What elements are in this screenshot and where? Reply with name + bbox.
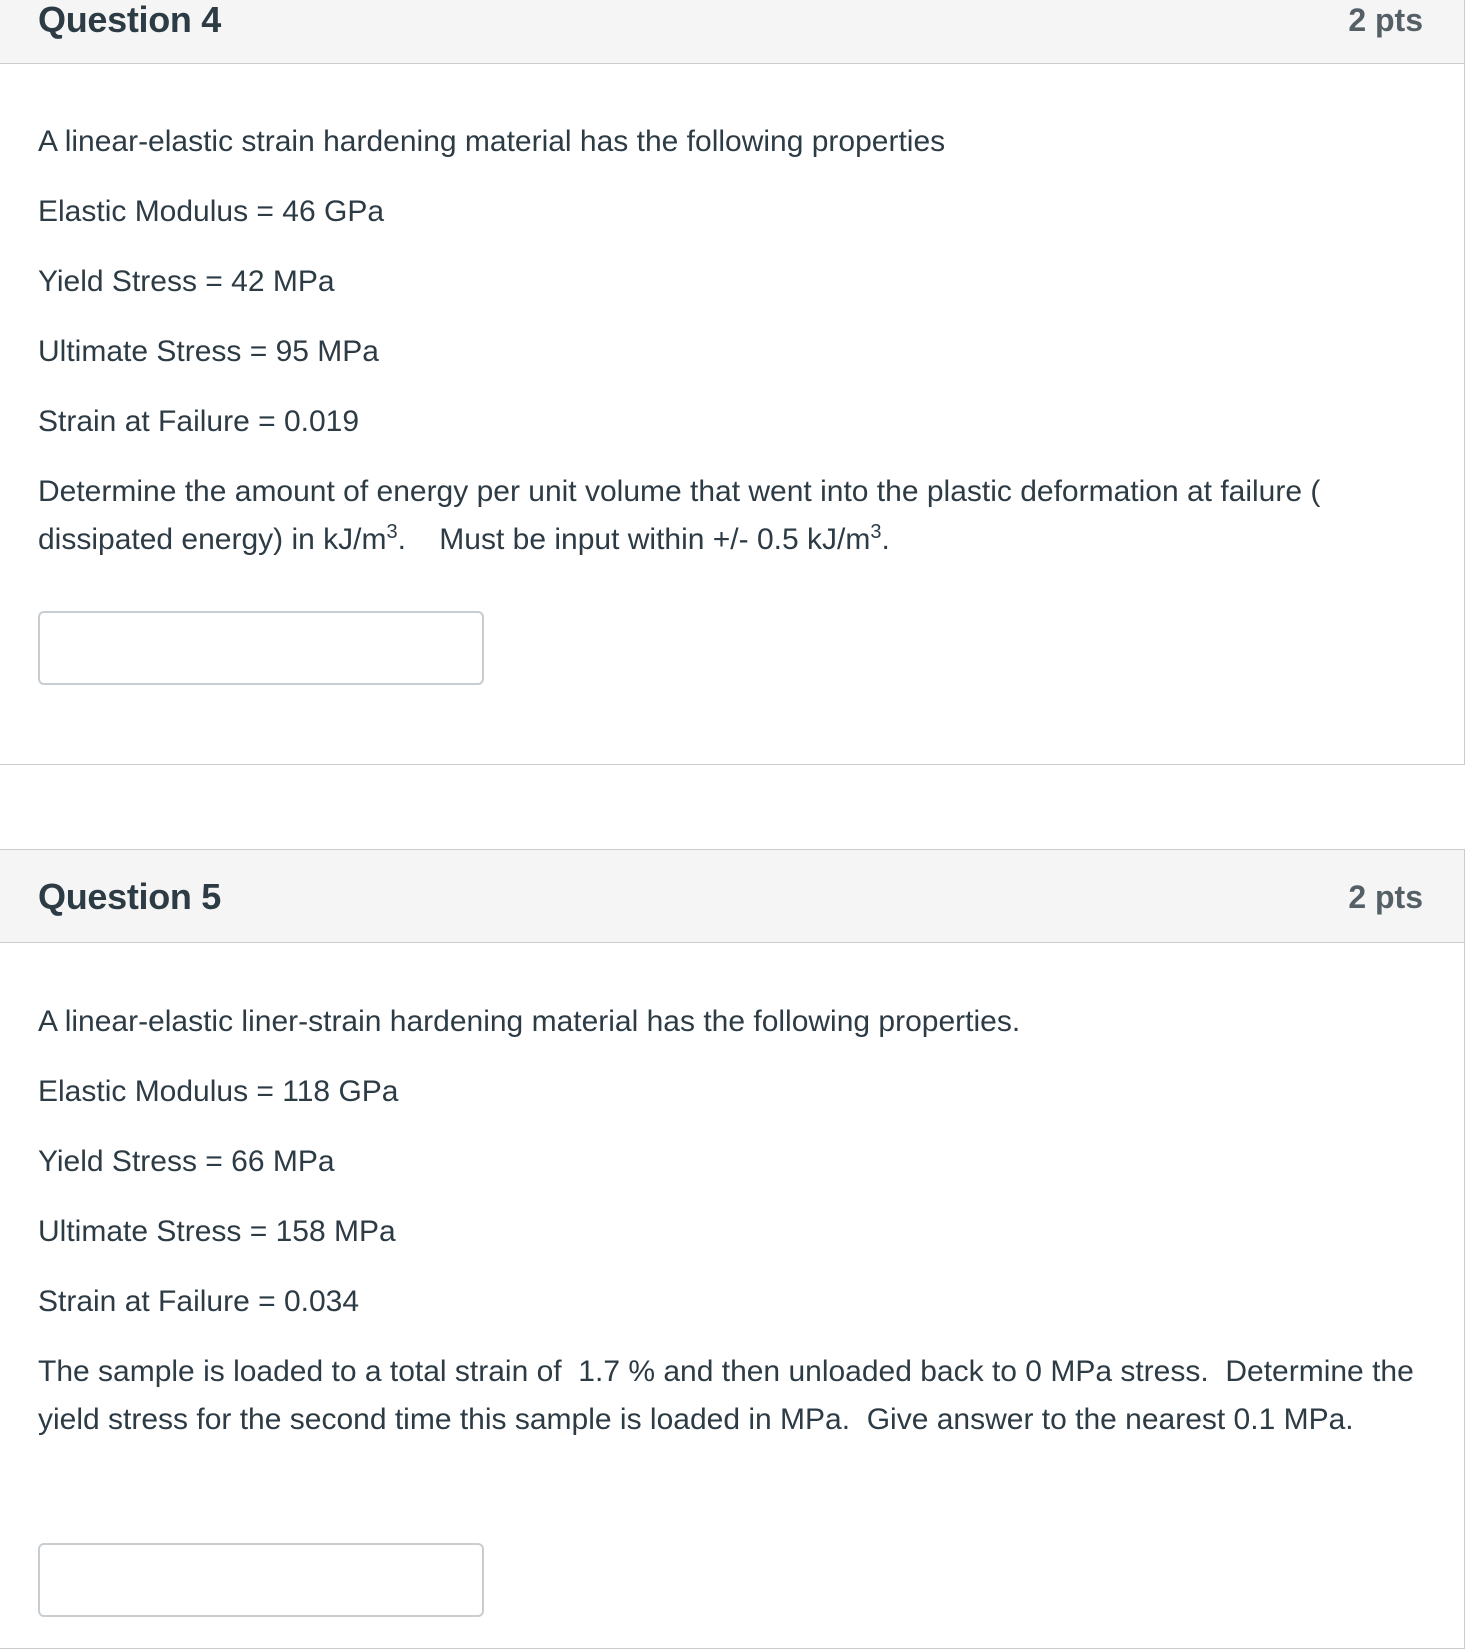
question-5-answer-input[interactable] (38, 1543, 484, 1617)
question-4-title: Question 4 (38, 0, 222, 40)
question-5-property-strain-at-failure: Strain at Failure = 0.034 (38, 1285, 360, 1318)
question-4-points: 2 pts (1348, 2, 1423, 38)
question-4-answer-input[interactable] (38, 611, 484, 685)
question-4-prompt-text-3: . (881, 523, 890, 556)
question-4-prompt-text-1: Determine the amount of energy per unit volume that went into the plastic deformation at failure ( dissipated energy) in kJ/m (38, 475, 1329, 556)
question-5-header (0, 850, 1464, 943)
question-5-property-ultimate-stress: Ultimate Stress = 158 MPa (38, 1215, 396, 1248)
question-4-prompt-text-2: . Must be input within +/- 0.5 kJ/m (397, 523, 871, 556)
question-4-property-strain-at-failure: Strain at Failure = 0.019 (38, 405, 360, 438)
question-4-card (0, 0, 1465, 765)
question-5-intro: A linear-elastic liner-strain hardening material has the following properties. (38, 1005, 1021, 1038)
question-4-intro: A linear-elastic strain hardening material has the following properties (38, 125, 946, 158)
question-5-property-elastic-modulus: Elastic Modulus = 118 GPa (38, 1075, 399, 1108)
question-5-title: Question 5 (38, 876, 222, 917)
question-5-prompt: The sample is loaded to a total strain of 1.7 % and then unloaded back to 0 MPa stress. Determine the yield stress for the second time this sample is loaded in MPa. Give answer to the nearest 0.1 MPa. (38, 1355, 1423, 1436)
question-5-property-yield-stress: Yield Stress = 66 MPa (38, 1145, 335, 1178)
question-5-card (0, 849, 1465, 1649)
question-4-header (0, 0, 1464, 64)
question-4-property-elastic-modulus: Elastic Modulus = 46 GPa (38, 195, 385, 228)
question-4-prompt-sup-1: 3 (386, 521, 398, 543)
question-4-property-yield-stress: Yield Stress = 42 MPa (38, 265, 335, 298)
question-5-points: 2 pts (1348, 879, 1423, 915)
question-4-property-ultimate-stress: Ultimate Stress = 95 MPa (38, 335, 379, 368)
question-4-prompt (38, 468, 1424, 564)
question-4-prompt-sup-2: 3 (870, 521, 882, 543)
